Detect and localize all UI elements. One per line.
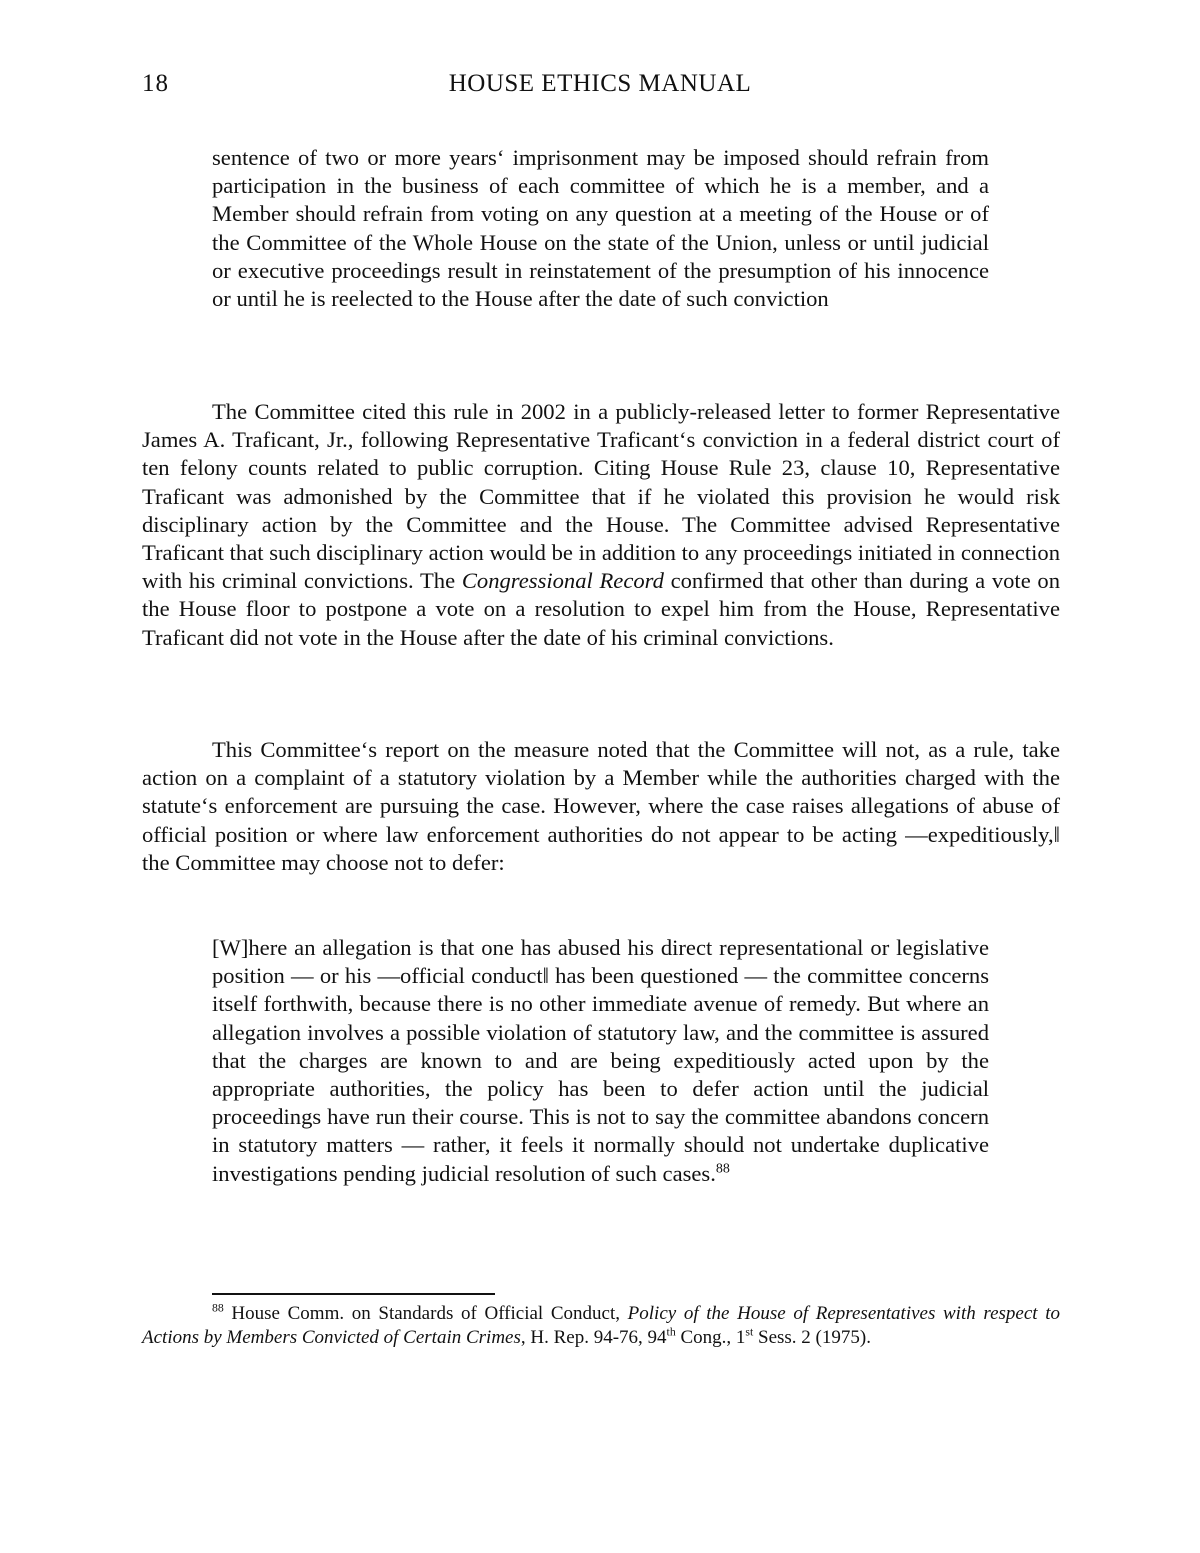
footnote-separator xyxy=(212,1293,495,1295)
paragraph-text: confirmed that other than during a vote on the House floor to postpone a vote on a resolution to expel him from the House, Representative Traficant did not vote in the House after the date of his criminal convictions. xyxy=(142,568,1061,650)
footnote-text: Sess. 2 (1975). xyxy=(753,1327,871,1348)
footnote xyxy=(142,1302,1060,1350)
body-paragraph-committee-report: This Committee‘s report on the measure noted that the Committee will not, as a rule, take action on a complaint of a statutory violation by a Member while the authorities charged with the statute‘s enforcement are pursuing the case. However, where the case raises allegations of abuse of official position or where law enforcement authorities do not appear to be acting ―expeditiously,‖ the Committee may choose not to defer: xyxy=(142,737,1060,875)
running-head: HOUSE ETHICS MANUAL xyxy=(448,70,752,97)
paragraph-text: The Committee cited this rule in 2002 in a publicly-released letter to former Representative James A. Traficant, Jr., following Representative Traficant‘s conviction in a federal district court of ten felony counts related to public corruption. Citing House Rule 23, clause 10, Representative Traficant was admonished by the Committee that if he violated this provision he would risk disciplinary action by the Committee and the House. The Committee advised Representative Traficant that such disciplinary action would be in addition to any proceedings initiated in connection with his criminal convictions. The xyxy=(142,399,1060,594)
footnote-text: Cong., 1 xyxy=(675,1327,746,1348)
quote-text: [W]here an allegation is that one has abused his direct representational or legislative position — or his ―official conduct‖ has been questioned — the committee concerns itself forthwith, because there is no other immediate avenue of remedy. But where an allegation involves a possible violation of statutory law, and the committee is assured that the charges are known to and are being expeditiously acted upon by the appropriate authorities, the policy has been to defer action until the judicial proceedings have run their course. This is not to say the committee abandons concern in statutory matters — rather, it feels it normally should not undertake duplicative investigations pending judicial resolution of such cases. xyxy=(212,935,989,1186)
block-quote-policy xyxy=(212,934,989,1188)
footnote-text: House Comm. on Standards of Official Conduct, xyxy=(223,1303,628,1324)
body-paragraph-traficant xyxy=(142,398,1060,652)
ordinal-suffix: st xyxy=(745,1325,754,1339)
footnote-text: , H. Rep. 94-76, 94 xyxy=(520,1327,667,1348)
ordinal-suffix: th xyxy=(666,1325,676,1339)
page-number: 18 xyxy=(142,70,169,97)
footnote-number: 88 xyxy=(212,1301,224,1315)
italic-title: Congressional Record xyxy=(461,568,664,594)
block-quote-continuation: sentence of two or more years‘ imprisonment may be imposed should refrain from participation in the business of each committee of which he is a member, and a Member should refrain from voting on any question at a meeting of the House or of the Committee of the Whole House on the state of the Union, unless or until judicial or executive proceedings result in reinstatement of the presumption of his innocence or until he is reelected to the House after the date of such conviction xyxy=(212,145,989,312)
footnote-reference: 88 xyxy=(715,1161,730,1177)
footnote-title: Policy of the House of Representatives with respect to Actions by Members Convicted of Certain Crimes xyxy=(142,1303,1060,1348)
